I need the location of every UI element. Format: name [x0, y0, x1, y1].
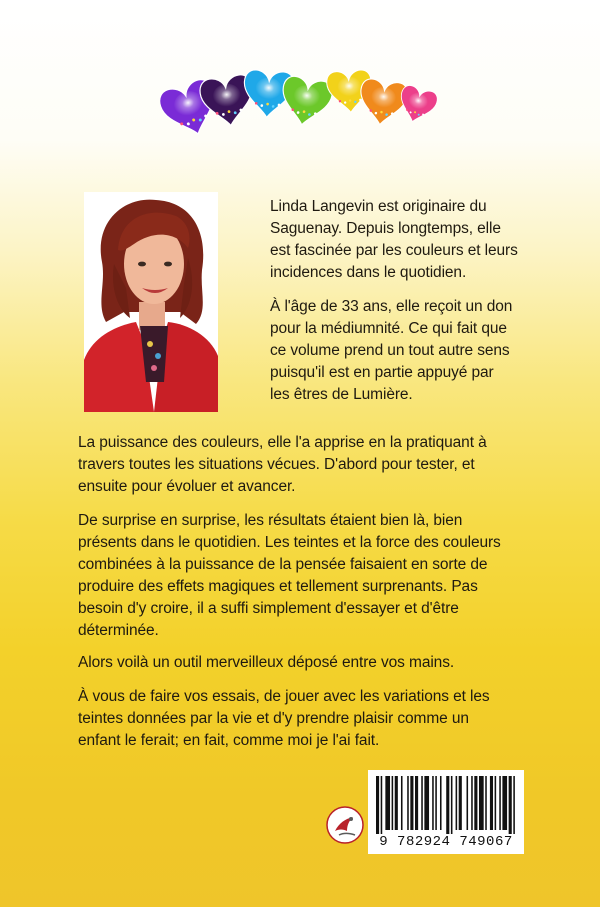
bio-paragraph-1: Linda Langevin est originaire du Saguenay. Depuis longtemps, elle est fascinée par les couleurs et leurs incidences dans le quotidien.	[270, 198, 518, 281]
body-paragraph-6: À vous de faire vos essais, de jouer avec les variations et les teintes données par la vie et d'y prendre plaisir comme un enfant le ferait; en fait, comme moi je l'ai fait.	[78, 688, 490, 749]
bio-paragraph-2: À l'âge de 33 ans, elle reçoit un don pour la médiumnité. Ce qui fait que ce volume prend un tout autre sens puisqu'il est en partie appuyé par les êtres de Lumière.	[270, 298, 513, 403]
colored-hearts-illustration	[160, 62, 450, 150]
barcode-bars	[376, 776, 518, 834]
author-photo	[84, 192, 218, 412]
isbn-barcode	[368, 770, 524, 854]
body-paragraph-5: Alors voilà un outil merveilleux déposé entre vos mains.	[78, 654, 455, 671]
publisher-logo-icon	[325, 805, 365, 845]
isbn-number: 9 782924 749067	[379, 834, 513, 850]
body-paragraph-3: La puissance des couleurs, elle l'a apprise en la pratiquant à travers toutes les situations vécues. D'abord pour tester, et ensuite pour évoluer et avancer.	[78, 434, 487, 495]
heart-icon	[277, 75, 334, 129]
heart-icon	[357, 78, 409, 128]
body-paragraph-4: De surprise en surprise, les résultats étaient bien là, bien présents dans le quotidien. Les teintes et la force des couleurs combinées à la puissance de la pensée faisaient en sorte de produire des effets magiques et tellement surprenants. Pas besoin d'y croire, il a suffi simplement d'essayer et d'être déterminée.	[78, 512, 501, 639]
